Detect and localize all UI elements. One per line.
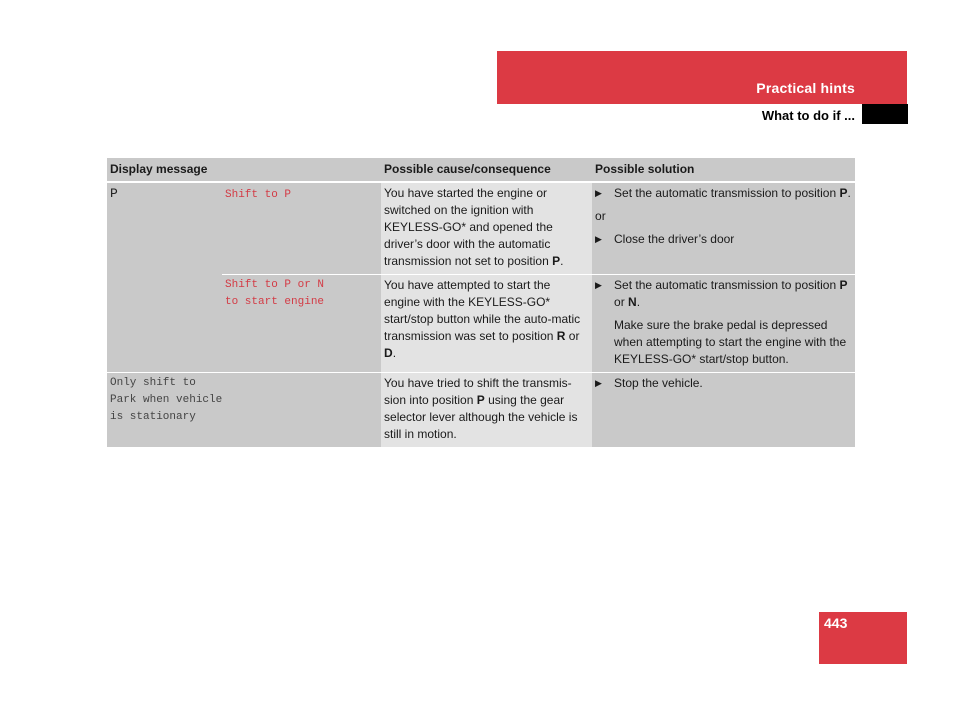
table-row xyxy=(107,182,855,275)
solution-cell xyxy=(592,182,855,275)
cause-cell: You have started the engine or switched on the ignition with KEYLESS-GO* and opened the driver’s door with the automatic transmission not set to position P. xyxy=(381,182,592,275)
solution-cell xyxy=(592,373,855,448)
display-message-line: to start engine xyxy=(225,296,325,308)
section-header-bar xyxy=(497,51,907,104)
display-message-line: Shift to P or N xyxy=(225,279,325,291)
display-messages-table xyxy=(107,158,855,447)
cause-cell: You have attempted to start the engine with the KEYLESS-GO* start/stop button while the auto-matic transmission was set to position R or D. xyxy=(381,275,592,373)
subsection-title: What to do if ... xyxy=(761,108,855,123)
table-row xyxy=(107,373,855,448)
solution-cell xyxy=(592,275,855,373)
message-group-label: P xyxy=(110,186,118,201)
header-possible-cause: Possible cause/consequence xyxy=(381,158,592,182)
cause-cell: You have tried to shift the transmis-sion into position P using the gear selector lever although the vehicle is still in motion. xyxy=(381,373,592,448)
display-message-line: is stationary xyxy=(110,411,196,423)
section-tab-marker xyxy=(862,104,908,124)
display-message-cell xyxy=(222,275,381,373)
display-message-line: Only shift to xyxy=(110,377,196,389)
solution-step: ▶ Set the automatic transmission to position P or N. xyxy=(595,278,848,309)
display-message-line: Park when vehicle xyxy=(110,394,223,406)
display-message-cell xyxy=(107,373,381,448)
section-title: Practical hints xyxy=(756,80,855,96)
bullet-triangle-icon: ▶ xyxy=(595,234,602,244)
header-display-message: Display message xyxy=(107,158,381,182)
solution-or: or xyxy=(595,209,606,223)
bullet-triangle-icon: ▶ xyxy=(595,280,602,290)
bullet-triangle-icon: ▶ xyxy=(595,188,602,198)
solution-step: ▶ Set the automatic transmission to position P. xyxy=(595,186,851,200)
bullet-triangle-icon: ▶ xyxy=(595,378,602,388)
table-header-row xyxy=(107,158,855,182)
solution-note: Make sure the brake pedal is depressed when attempting to start the engine with the KEYLESS-GO* start/stop button. xyxy=(614,318,847,366)
solution-step: ▶ Close the driver’s door xyxy=(595,232,735,246)
display-message-cell xyxy=(222,182,381,275)
message-group-cell xyxy=(107,182,222,373)
header-possible-solution: Possible solution xyxy=(592,158,855,182)
display-message: Shift to P xyxy=(225,189,292,201)
solution-step: ▶ Stop the vehicle. xyxy=(595,376,703,390)
page-number: 443 xyxy=(824,615,848,631)
